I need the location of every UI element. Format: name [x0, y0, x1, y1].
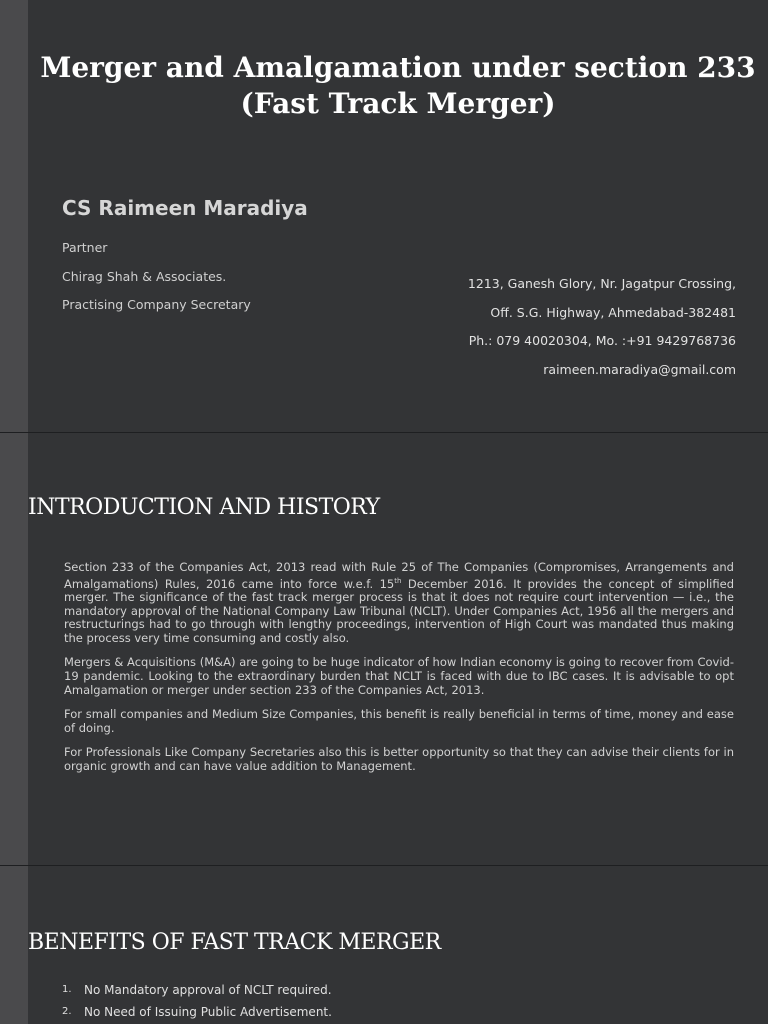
section-heading: INTRODUCTION AND HISTORY	[28, 495, 380, 520]
title-slide	[0, 0, 768, 432]
list-item-text: No Need of Issuing Public Advertisement.	[84, 1005, 332, 1019]
paragraph-1-part-a: Section 233 of the Companies Act, 2013 read with Rule 25 of The Companies (Compromises, Arrangements and Amalgamations) Rules, 2016 came into force w.e.f. 15	[64, 560, 734, 591]
slide-sidebar	[0, 0, 28, 432]
email-line: raimeen.maradiya@gmail.com	[543, 361, 736, 377]
title-line-1: Merger and Amalgamation under section 233	[40, 51, 756, 84]
benefits-slide	[0, 866, 768, 1024]
author-name: CS Raimeen Maradiya	[62, 196, 308, 220]
title-line-2: (Fast Track Merger)	[240, 87, 556, 120]
introduction-slide	[0, 433, 768, 865]
list-number: 2.	[62, 1006, 72, 1017]
body-text	[64, 561, 734, 785]
author-details	[62, 234, 251, 320]
paragraph-3: For small companies and Medium Size Companies, this benefit is really beneficial in terms of time, money and ease of doing.	[64, 707, 734, 735]
list-item	[62, 1001, 332, 1023]
paragraph-2: Mergers & Acquisitions (M&A) are going to be huge indicator of how Indian economy is going to recover from Covid-19 pandemic. Looking to the extraordinary burden that NCLT is faced with due to IBC cases. It is advisable to opt Amalgamation or merger under section 233 of the Companies Act, 2013.	[64, 655, 734, 697]
list-item	[62, 979, 332, 1001]
author-role: Partner	[62, 240, 108, 255]
author-profession: Practising Company Secretary	[62, 297, 251, 312]
address-line-1: 1213, Ganesh Glory, Nr. Jagatpur Crossing,	[467, 276, 736, 291]
section-heading: BENEFITS OF FAST TRACK MERGER	[28, 930, 441, 955]
contact-block	[468, 270, 736, 384]
paragraph-1-part-b: December 2016. It provides the concept of simplified merger. The significance of the fast track merger process is that it does not require court intervention — i.e., the mandatory approval of the National Company Law Tribunal (NCLT). Under Companies Act, 1956 all the mergers and restructurings had to go through with lengthy proceedings, intervention of High Court was mandated thus making the process very time consuming and costly also.	[64, 576, 734, 645]
paragraph-4: For Professionals Like Company Secretaries also this is better opportunity so that they can advise their clients for in organic growth and can have value addition to Management.	[64, 745, 734, 773]
list-number: 1.	[62, 984, 72, 995]
benefit-list	[62, 979, 332, 1023]
address-line-2: Off. S.G. Highway, Ahmedabad-382481	[490, 304, 736, 320]
slide-title	[28, 50, 768, 122]
paragraph-1	[64, 561, 734, 645]
slide-sidebar	[0, 866, 28, 1024]
paragraph-1-superscript: th	[394, 576, 402, 585]
list-item-text: No Mandatory approval of NCLT required.	[84, 983, 332, 997]
author-firm: Chirag Shah & Associates.	[62, 268, 227, 284]
slide-sidebar	[0, 433, 28, 865]
phone-line: Ph.: 079 40020304, Mo. :+91 9429768736	[468, 333, 736, 348]
